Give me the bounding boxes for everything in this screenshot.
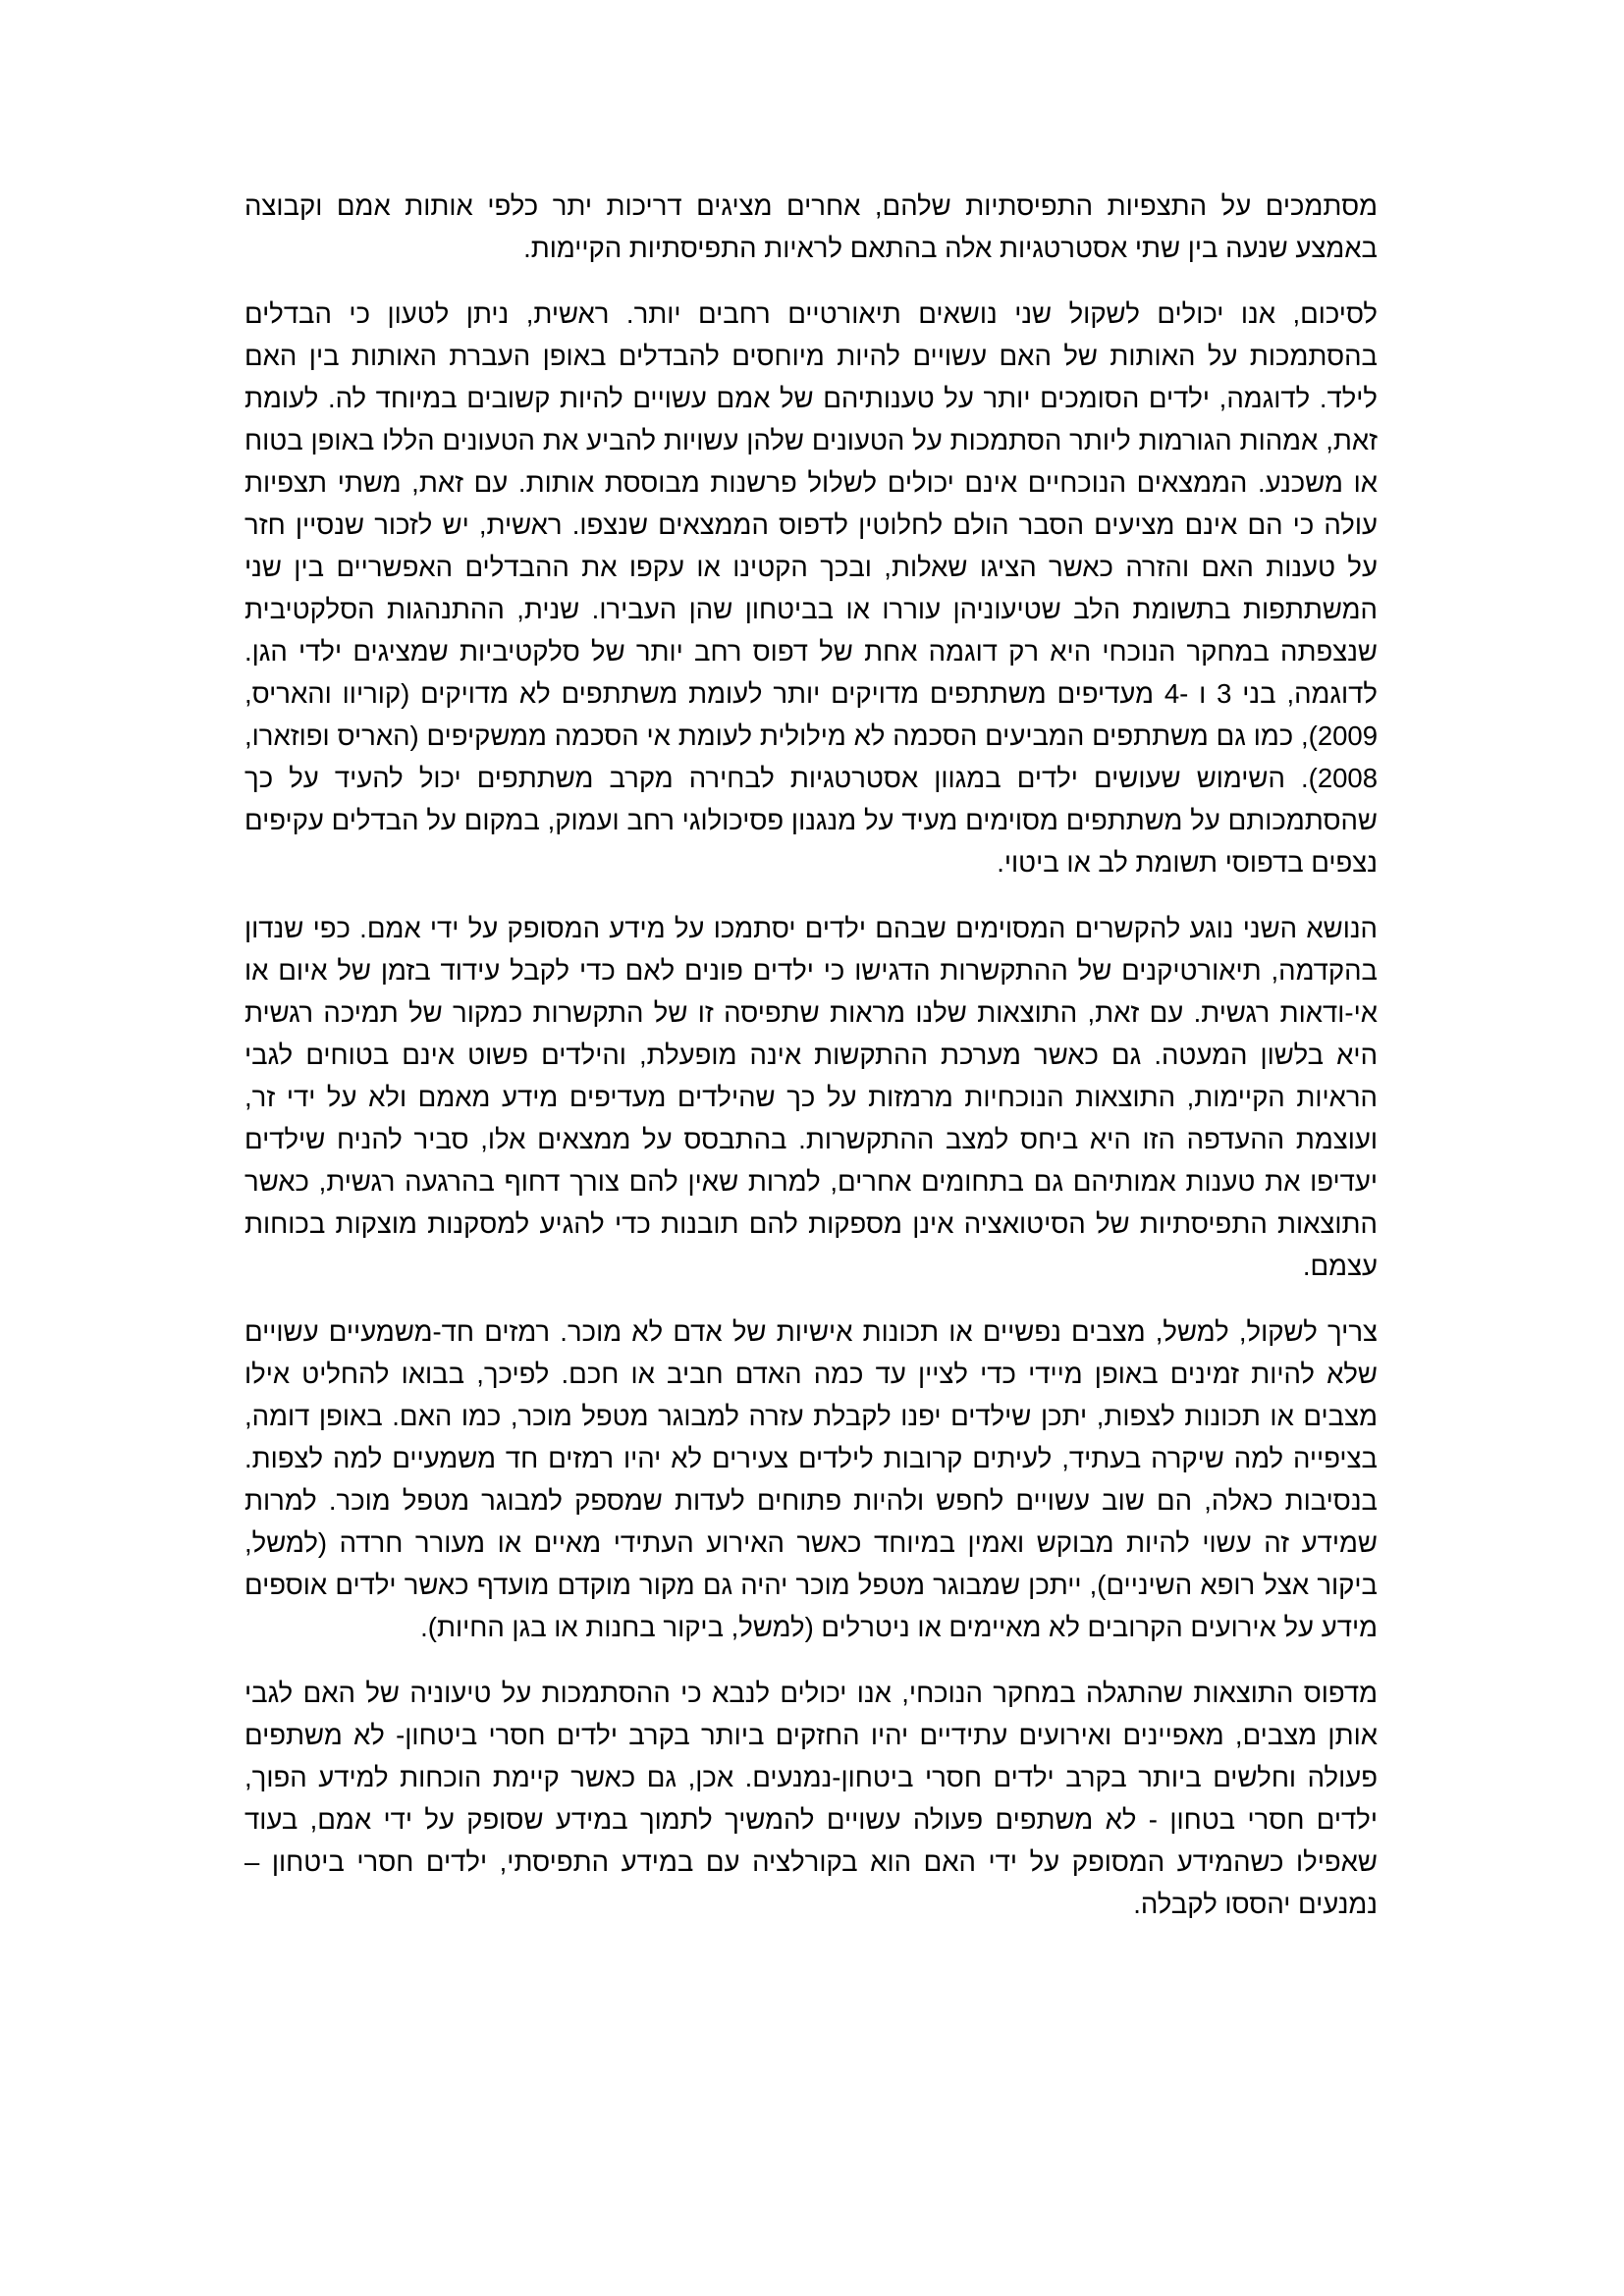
paragraph-4: צריך לשקול, למשל, מצבים נפשיים או תכונות אישיות של אדם לא מוכר. רמזים חד-משמעיים עשויים שלא להיות זמינים באופן מיידי כדי לציין עד כמה האדם חביב או חכם. לפיכך, בבואו להחליט אילו מצבים או תכונות לצפות, יתכן שילדים יפנו לקבלת עזרה למבוגר מטפל מוכר, כמו האם. באופן דומה, בציפייה למה שיקרה בעתיד, לעיתים קרובות לילדים צעירים לא יהיו רמזים חד משמעיים למה לצפות. בנסיבות כאלה, הם שוב עשויים לחפש ולהיות פתוחים לעדות שמספק למבוגר מטפל מוכר. למרות שמידע זה עשוי להיות מבוקש ואמין במיוחד כאשר האירוע העתידי מאיים או מעורר חרדה (למשל, ביקור אצל רופא השיניים), ייתכן שמבוגר מטפל מוכר יהיה גם מקור מוקדם מועדף כאשר ילדים אוספים מידע על אירועים הקרובים לא מאיימים או ניטרלים (למשל, ביקור בחנות או בגן החיות).	[244, 1316, 1378, 1642]
paragraph-1: מסתמכים על התצפיות התפיסתיות שלהם, אחרים מציגים דריכות יתר כלפי אותות אמם וקבוצה באמצע שנעה בין שתי אסטרטגיות אלה בהתאם לראיות התפיסתיות הקיימות.	[244, 190, 1378, 263]
paragraph-3: הנושא השני נוגע להקשרים המסוימים שבהם ילדים יסתמכו על מידע המסופק על ידי אמם. כפי שנדון בהקדמה, תיאורטיקנים של ההתקשרות הדגישו כי ילדים פונים לאם כדי לקבל עידוד בזמן של איום או אי-ודאות רגשית. עם זאת, התוצאות שלנו מראות שתפיסה זו של התקשרות כמקור של תמיכה רגשית היא בלשון המעטה. גם כאשר מערכת ההתקשות אינה מופעלת, והילדים פשוט אינם בטוחים לגבי הראיות הקיימות, התוצאות הנוכחיות מרמזות על כך שהילדים מעדיפים מידע מאמם ולא על ידי זר, ועוצמת ההעדפה הזו היא ביחס למצב ההתקשרות. בהתבסס על ממצאים אלו, סביר להניח שילדים יעדיפו את טענות אמותיהם גם בתחומים אחרים, למרות שאין להם צורך דחוף בהרגעה רגשית, כאשר התוצאות התפיסתיות של הסיטואציה אינן מספקות להם תובנות כדי להגיע למסקנות מוצקות בכוחות עצמם.	[244, 913, 1378, 1281]
body-text	[244, 185, 1378, 1949]
paragraph-5: מדפוס התוצאות שהתגלה במחקר הנוכחי, אנו יכולים לנבא כי ההסתמכות על טיעוניה של האם לגבי אותן מצבים, מאפיינים ואירועים עתידיים יהיו החזקים ביותר בקרב ילדים חסרי ביטחון- לא משתפים פעולה וחלשים ביותר בקרב ילדים חסרי ביטחון-נמנעים. אכן, גם כאשר קיימת הוכחות למידע הפוך, ילדים חסרי בטחון - לא משתפים פעולה עשויים להמשיך לתמוך במידע שסופק על ידי אמם, בעוד שאפילו כשהמידע המסופק על ידי האם הוא בקורלציה עם במידע התפיסתי, ילדים חסרי ביטחון –נמנעים יהססו לקבלה.	[244, 1678, 1378, 1919]
paragraph-2: לסיכום, אנו יכולים לשקול שני נושאים תיאורטיים רחבים יותר. ראשית, ניתן לטעון כי הבדלים בהסתמכות על האותות של האם עשויים להיות מיוחסים להבדלים באופן העברת האותות בין האם לילד. לדוגמה, ילדים הסומכים יותר על טענותיהם של אמם עשויים להיות קשובים במיוחד לה. לעומת זאת, אמהות הגורמות ליותר הסתמכות על הטעונים שלהן עשויות להביע את הטעונים הללו באופן בטוח או משכנע. הממצאים הנוכחיים אינם יכולים לשלול פרשנות מבוססת אותות. עם זאת, משתי תצפיות עולה כי הם אינם מציעים הסבר הולם לחלוטין לדפוס הממצאים שנצפו. ראשית, יש לזכור שנסיין חזר על טענות האם והזרה כאשר הציגו שאלות, ובכך הקטינו או עקפו את ההבדלים האפשריים בין שני המשתתפות בתשומת הלב שטיעוניהן עוררו או בביטחון שהן העבירו. שנית, ההתנהגות הסלקטיבית שנצפתה במחקר הנוכחי היא רק דוגמה אחת של דפוס רחב יותר של סלקטיביות שמציגים ילדי הגן. לדוגמה, בני 3 ו -4 מעדיפים משתתפים מדויקים יותר לעומת משתתפים לא מדויקים (קוריוו והאריס, 2009), כמו גם משתתפים המביעים הסכמה לא מילולית לעומת אי הסכמה ממשקיפים (האריס ופוזארו, 2008). השימוש שעושים ילדים במגוון אסטרטגיות לבחירה מקרב משתתפים יכול להעיד על כך שהסתמכותם על משתתפים מסוימים מעיד על מנגנון פסיכולוגי רחב ועמוק, במקום על הבדלים עקיפים נצפים בדפוסי תשומת לב או ביטוי.	[244, 298, 1378, 878]
